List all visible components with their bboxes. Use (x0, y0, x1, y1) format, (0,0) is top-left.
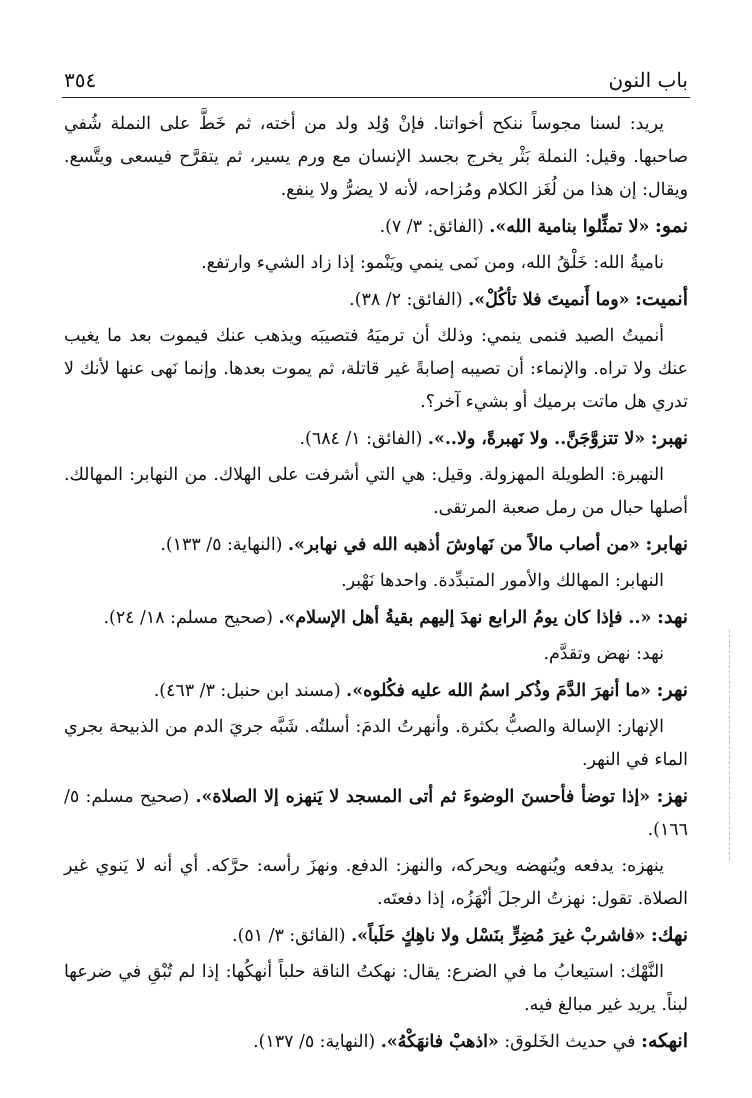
entry-source: (مسند ابن حنبل: ٣/ ٤٦٣). (153, 681, 341, 701)
explanation-paragraph: ناميةُ الله: خَلْقُ الله، ومن نَمى ينمي ويَنْمو: إذا زاد الشيء وارتفع. (201, 253, 664, 273)
entry-quote: «من أصاب مالاً من نَهاوشَ أذهبه الله في نهابر». (287, 535, 640, 555)
entry-line (64, 210, 688, 244)
entry-term: نهابر: (645, 533, 688, 555)
entry-quote: «لا تتزوَّجَنَّ.. ولا نَهبرةً، ولا..». (427, 429, 646, 449)
entry-source: (النهاية: ٥/ ١٣٣). (160, 535, 283, 555)
page-body (64, 108, 688, 1062)
entry-line (64, 780, 688, 847)
explanation-paragraph: ينهزه: يدفعه ويُنهضه ويحركه، والنهز: الدفع. ونهزَ رأسه: حرَّكه. أي أنه لا يَنوي غير الصلاة. تقول: نهزتُ الرجلَ أنْهَزُه، إذا دفعتَه. (64, 856, 688, 909)
explanation-paragraph: أنميتُ الصيد فنمى ينمي: وذلك أن ترميَهُ فتصيبَه ويذهب عنك فيموت بعد ما يغيب عنك ولا تراه. والإنماء: أن تصيبه إصابةً غير قاتلة، ثم يموت بعدها. وإنما نَهى عنها لأنك لا تدري هل ماتت برميك أو بشيء آخر؟. (64, 326, 688, 412)
explanation-paragraph: النَّهْك: استيعابُ ما في الضرع: يقال: نهكتُ الناقة حلباً أنهكُها: إذا لم تُبْقِ في ضرعها لبناً. يريد غير مبالغ فيه. (64, 962, 688, 1015)
entry-quote: «إذا توضأ فأحسنَ الوضوءَ ثم أتى المسجد لا يَنهزه إلا الصلاة». (195, 787, 651, 807)
entry-line (64, 1025, 688, 1059)
entry-source: (الفائق: ٣/ ٧). (379, 217, 484, 237)
entry-source: (الفائق: ١/ ٦٨٤). (299, 429, 423, 449)
entry-source: (صحيح مسلم: ١٨/ ٢٤). (103, 608, 273, 628)
entry-term: نهد: (656, 606, 688, 628)
entry-source: (الفائق: ٢/ ٣٨). (349, 290, 463, 310)
page-header (64, 62, 688, 92)
entry-quote: «وما أَنميتَ فلا تأكُلْ». (468, 290, 630, 310)
entry-line (64, 674, 688, 708)
entry-source: (النهاية: ٥/ ١٣٧). (253, 1032, 376, 1052)
entry-line (64, 422, 688, 456)
entry-term: نهبر: (650, 427, 688, 449)
entry-quote: «لا تمثِّلوا بنامية الله». (489, 217, 650, 237)
explanation-paragraph: نهد: نهض وتقدَّم. (543, 644, 664, 664)
entry-term: انهكه: (640, 1030, 688, 1052)
entry-line (64, 601, 688, 635)
entry-line (64, 919, 688, 953)
entry-term: نهك: (650, 924, 688, 946)
scan-edge-mark (728, 630, 730, 860)
page-number: ٣٥٤ (64, 68, 97, 92)
entry-line (64, 283, 688, 317)
entry-quote: «.. فإذا كان يومُ الرابع نهدَ إليهم بقيةُ أهل الإسلام». (278, 608, 652, 628)
entry-quote: «ما أنهرَ الدَّمَ وذُكر اسمُ الله عليه فكُلوه». (346, 681, 651, 701)
explanation-paragraph: الإنهار: الإسالة والصبُّ بكثرة. وأنهرتُ الدمَ: أسلتُه. شَبَّه جريَ الدم من الذبيحة بجري الماء في النهر. (64, 717, 688, 770)
explanation-paragraph: النهابر: المهالك والأمور المتبدِّدة. واحدها نَهْبر. (341, 571, 664, 591)
entry-term: نهر: (656, 679, 688, 701)
entry-term: نهز: (656, 785, 689, 807)
explanation-paragraph: النهبرة: الطويلة المهزولة. وقيل: هي التي أشرفت على الهلاك. من النهابر: المهالك. أصلها حبال من رمل صعبة المرتقى. (64, 465, 688, 518)
entry-source: (صحيح مسلم: ٥/ ١٦٦). (64, 787, 688, 840)
entry-term: أنميت: (635, 288, 688, 310)
entry-quote: «فاشربْ غيرَ مُضِرٍّ بنَسْل ولا ناهِكٍ حَلَباً». (351, 926, 646, 946)
entry-term: نمو: (654, 215, 688, 237)
explanation-paragraph: يريد: لسنا مجوساً ننكح أخواتنا. فإنْ وُلِد ولد من أخته، ثم خَطَّ على النملة شُفي صاحبها. وقيل: النملة بَثْر يخرج بجسد الإنسان مع ورم يسير، ثم يتقرَّح فيسعى ويتَّسع. ويقال: إن هذا من لُغَز الكلام ومُزاحه، لأنه لا يضرُّ ولا ينفع. (64, 114, 688, 200)
entry-prefix: في حديث الخَلوق: (504, 1032, 636, 1052)
header-rule (62, 97, 690, 98)
entry-line (64, 528, 688, 562)
entry-source: (الفائق: ٣/ ٥١). (232, 926, 346, 946)
chapter-title: باب النون (608, 68, 688, 92)
entry-quote: «اذهبْ فانهَكْهُ». (380, 1032, 499, 1052)
